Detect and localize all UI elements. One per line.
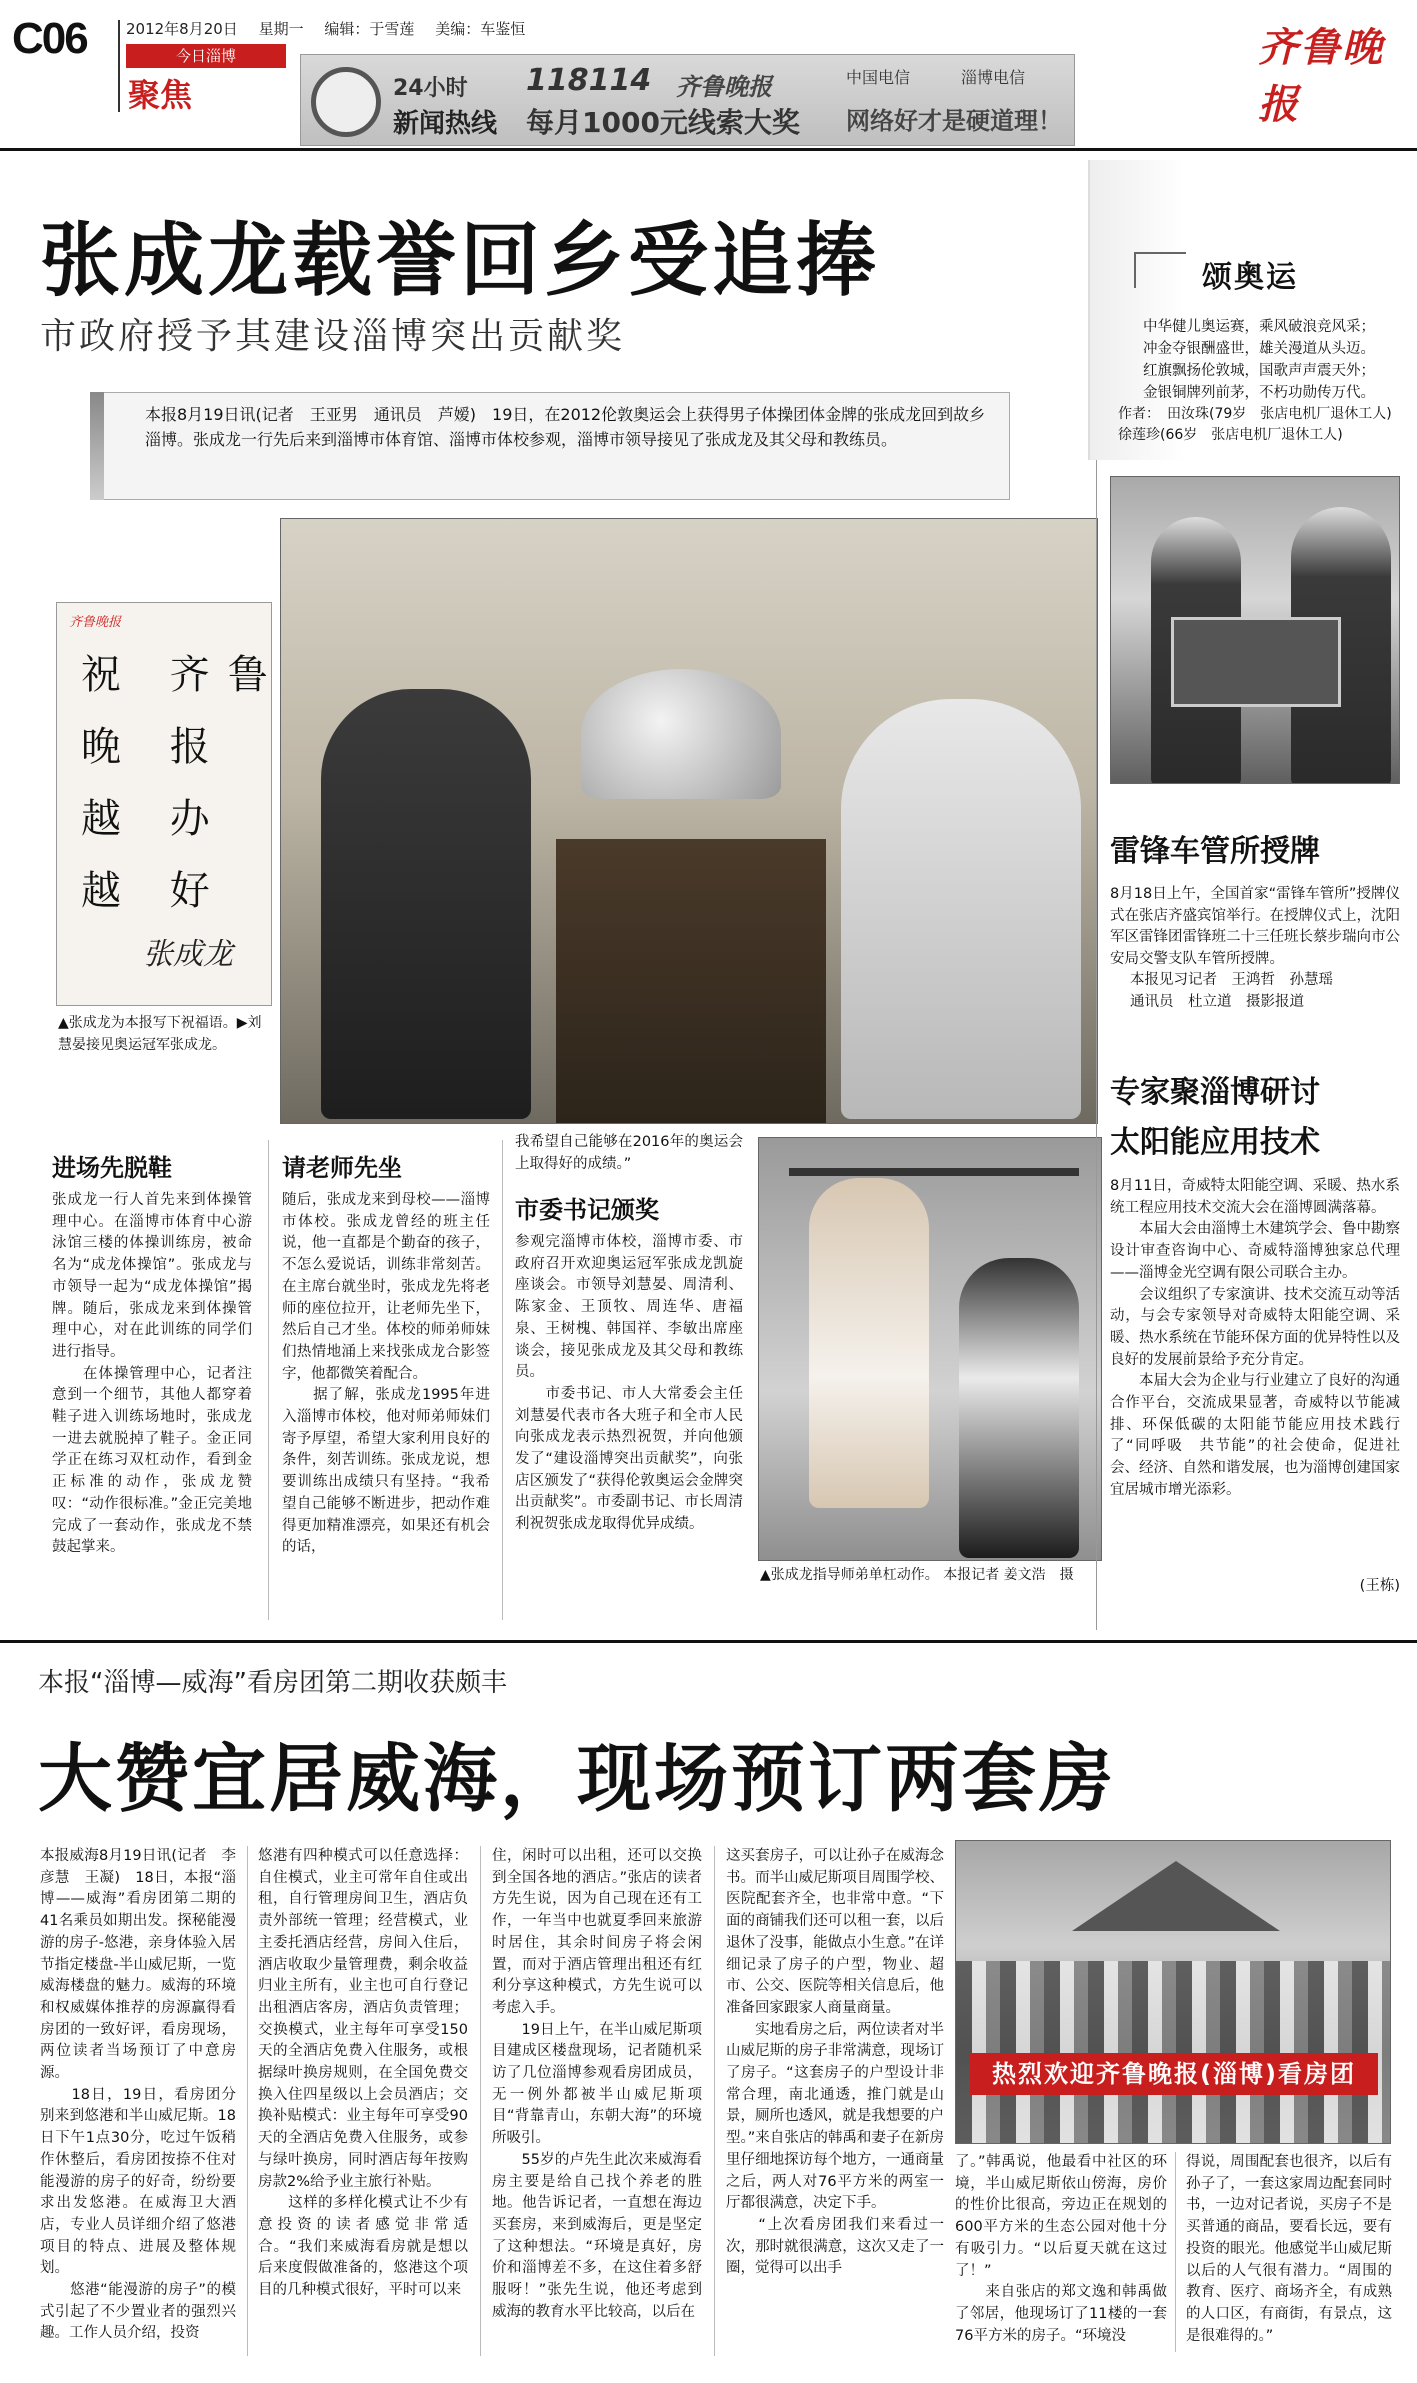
note-line: 晚 报 xyxy=(81,724,228,770)
masthead-rule xyxy=(0,148,1417,151)
rail-story-b-byline: (王栋) xyxy=(1359,1578,1400,1594)
photo-gymnast-boy xyxy=(809,1178,929,1508)
col3-body: 参观完淄博市体校，淄博市委、市政府召开欢迎奥运冠军张成龙凯旋座谈会。市领导刘慧晏、周清利、陈家金、王顶牧、周连华、唐福泉、王树槐、韩国祥、李敏出席座谈会，接见张成龙及其父母和教练员。 市委书记、市人大常委会主任刘慧晏代表市各大班子和全市人民向张成龙表示热烈祝贺，并向他颁发了“建设淄博突出贡献奖”，向张店区颁发了“获得伦敦奥运会金牌突出贡献奖”。市委副书记、市长周清利祝贺张成龙取得优异成绩。 xyxy=(515,1234,743,1533)
masthead-divider xyxy=(118,20,120,112)
rail-story-a-title: 雷锋车管所授牌 xyxy=(1110,834,1320,869)
photo-figure-right xyxy=(841,699,1081,1119)
rail-story-a-body: 8月18日上午，全国首家“雷锋车管所”授牌仪式在张店齐盛宾馆举行。在授牌仪式上，沈阳军区雷锋团雷锋班二十三任班长蔡步瑞向市公安局交警支队车管所授牌。 xyxy=(1110,886,1400,968)
photo-caption-left: ▲张成龙为本报写下祝福语。▶刘慧晏接见奥运冠军张成龙。 xyxy=(58,1015,262,1053)
col2-body: 随后，张成龙来到母校——淄博市体校。张成龙曾经的班主任说，他一直都是个勤奋的孩子，不怎么爱说话，训练非常刻苦。在主席台就坐时，张成龙先将老师的座位拉开，让老师先坐下，然后自己才坐。体校的师弟师妹们热情地涌上来找张成龙合影签字，他都微笑着配合。 据了解，张成龙1995年进入淄博市体校，他对师弟师妹们寄予厚望，希望大家利用良好的条件，刻苦训练。张成龙说，想要训练出成绩只有坚持。“我希望自己能够不断进步，把动作难得更加精准漂亮，如果还有机会的话， xyxy=(282,1192,490,1556)
section-rule xyxy=(0,1640,1417,1643)
rail-story-b-body: 8月11日，奇威特太阳能空调、采暖、热水系统工程应用技术交流大会在淄博圆满落幕。 本届大会由淄博土木建筑学会、鲁中勘察设计审查咨询中心、奇威特淄博独家总代理——淄博金光空调有限公司联合主办。 会议组织了专家演讲、技术交流互动等活动，与会专家领导对奇威特太阳能空调、采暖、热水系统在节能环保方面的优异特性以及良好的发展前景给予充分肯定。 本届大会为企业与行业建立了良好的沟通合作平台，交流成果显著，奇威特以节能减排、环保低碳的太阳能节能应用技术践行了“同呼吸 共节能”的社会使命，促进社会、经济、自然和谐发展，也为淄博创建国家宜居城市增光添彩。 xyxy=(1110,1178,1400,1498)
photo-figure-left xyxy=(321,689,531,1119)
handwritten-note-photo xyxy=(56,602,286,1006)
newspaper-logo: 齐鲁晚报 xyxy=(1258,24,1384,128)
column-divider xyxy=(268,1140,269,1620)
gym-photo-caption: ▲张成龙指导师弟单杠动作。 本报记者 姜文浩 摄 xyxy=(760,1567,1074,1583)
banner-weibo: 淄博电信 xyxy=(961,68,1026,87)
note-header: 齐鲁晚报 xyxy=(69,615,122,630)
photo-high-bar xyxy=(789,1168,1079,1176)
lead-box-accent xyxy=(90,392,104,500)
story2-col4: 这买套房子，可以让孙子在威海念书。而半山威尼斯项目周围学校、医院配套齐全，也非常中意。“下面的商铺我们还可以租一套，以后退休了没事，能做点小生意。”在详细记录了房子的户型，物业、超市、公交、医院等相关信息后，他准备回家跟家人商量商量。 实地看房之后，两位读者对半山威尼斯的房子非常满意，现场订了房子。“这套房子的户型设计非常合理，南北通透，推门就是山景，厕所也透风，就是我想要的户型。”来自张店的韩禹和妻子在新房里仔细地探访每个地方，一通商量之后，两人对76平方米的两室一厅都很满意，决定下手。 “上次看房团我们来看过一次，那时就很满意，这次又走了一圈，觉得可以出手 xyxy=(726,1848,944,2277)
photo-welcome-banner: 热烈欢迎齐鲁晚报(淄博)看房团 xyxy=(970,2053,1378,2095)
section-name: 聚焦 xyxy=(128,76,193,114)
story2-col1: 本报威海8月19日讯(记者 李彦慧 王凝) 18日，本报“淄博——威海”看房团第二期的41名乘员如期出发。探秘能漫游的房子-悠港，亲身体验入居节指定楼盘-半山威尼斯，一览威海楼盘的魅力。威海的环境和权威媒体推荐的房源赢得看房团的一致好评，看房现场，两位读者当场预订了中意房源。 18日，19日，看房团分别来到悠港和半山威尼斯。18日下午1点30分，吃过午饭稍作休整后，看房团按捺不住对能漫游的房子的好奇，纷纷要求出发悠港。在威海卫大酒店，专业人员详细介绍了悠港项目的特点、进展及整体规划。 悠港“能漫游的房子”的模式引起了不少置业者的强烈兴趣。工作人员介绍，投资 xyxy=(40,1848,236,2342)
house-tour-group-photo xyxy=(955,1840,1391,2144)
page-number: C06 xyxy=(12,14,87,63)
banner-prize: 每月1000元线索大奖 xyxy=(526,106,800,139)
story2-col6: 得说，周围配套也很齐，以后有孙子了，一套这家周边配套同时书，一边对记者说，买房子不是买普通的商品，要看长远，要有投资的眼光。他感觉半山威尼斯以后的人气很有潜力。“周围的教育、医疗、商场齐全，有成熟的人口区，有商街，有景点，这是很难得的。” xyxy=(1186,2154,1392,2344)
hotline-ad-banner xyxy=(300,54,1075,146)
column-divider xyxy=(480,1846,481,2356)
column-divider xyxy=(502,1140,503,1620)
photo-pavilion-roof xyxy=(1046,1861,1306,1931)
banner-telecom: 中国电信 xyxy=(846,68,911,87)
story2-col2: 悠港有四种模式可以任意选择：自住模式，业主可常年自住或出租，自行管理房间卫生，酒店负责外部统一管理；经营模式，业主委托酒店经营，房间入住后，酒店收取少量管理费，剩余收益归业主所有，业主也可自行登记出租酒店客房，酒店负责管理；交换模式，业主每年可享受150天的全酒店免费入住服务，或根据绿叶换房规则，在全国免费交换入住四星级以上会员酒店；交换补贴模式：业主每年可享受90天的全酒店免费入住服务，或参与绿叶换房，同时酒店每年按购房款2%给予业主旅行补贴。 这样的多样化模式让不少有意投资的读者感觉非常适合。“我们来威海看房就是想以后来度假做准备的，悠港这个项目的几种模式很好，平时可以来 xyxy=(258,1848,468,2299)
banner-brand: 齐鲁晚报 xyxy=(676,73,772,101)
photo-cabinet xyxy=(556,839,826,1124)
issue-meta xyxy=(126,18,541,39)
story2-col3: 住，闲时可以出租，还可以交换到全国各地的酒店。”张店的读者方先生说，因为自己现在还有工作，一年当中也就夏季回来旅游时居住，其余时间房子将会闲置，而对于酒店管理出租还有红利分享这种模式，方先生说可以考虑入手。 19日上午，在半山威尼斯项目建成区楼盘现场，记者随机采访了几位淄博参观看房团成员，无一例外都被半山威尼斯项目“背靠青山，东朝大海”的环境所吸引。 55岁的卢先生此次来威海看房主要是给自己找个养老的胜地。他告诉记者，一直想在海边买套房，来到威海后，更是坚定了这种想法。“环境是真好，房价和淄博差不多，在这住着多舒服呀！”张先生说，他还考虑到威海的教育水平比较高，以后在 xyxy=(492,1848,702,2320)
column-divider xyxy=(1175,2152,1176,2352)
story1-lead: 本报8月19日讯(记者 王亚男 通讯员 芦嫒) 19日，在2012伦敦奥运会上获得男子体操团体金牌的张成龙回到故乡淄博。张成龙一行先后来到淄博市体育馆、淄博市体校参观，淄博市领导接见了张成龙及其父母和教练员。 xyxy=(145,405,986,449)
note-signature: 张成龙 xyxy=(143,937,233,972)
poem-author: 作者： 田汝珠(79岁 张店电机厂退休工人) 徐莲珍(66岁 张店电机厂退休工人) xyxy=(1118,406,1406,443)
col3-subhead: 市委书记颁奖 xyxy=(515,1196,659,1224)
story1-subhead: 市政府授予其建设淄博突出贡献奖 xyxy=(40,316,626,357)
issue-date: 2012年8月20日 xyxy=(126,20,238,38)
col1-body: 张成龙一行人首先来到体操管理中心。在淄博市体育中心游泳馆三楼的体操训练房，被命名为“成龙体操馆”。张成龙与市领导一起为“成龙体操馆”揭牌。随后，张成龙来到体操管理中心，对在此训练的同学们进行指导。 在体操管理中心，记者注意到一个细节，其他人都穿着鞋子进入训练场地时，张成龙一进去就脱掉了鞋子。金正同学正在练习双杠动作，看到金正标准的动作，张成龙赞叹：“动作很标准。”金正完美地完成了一套动作，张成龙不禁鼓起掌来。 xyxy=(52,1192,252,1556)
clock-icon xyxy=(311,67,381,137)
award-photo xyxy=(1110,476,1400,784)
banner-hotline-a: 24小时 xyxy=(393,76,468,101)
col3-continuation: 我希望自己能够在2016年的奥运会上取得好的成绩。” xyxy=(515,1134,743,1172)
issue-weekday: 星期一 xyxy=(258,20,304,38)
poem-title: 颂奥运 xyxy=(1202,260,1298,295)
designer-credit: 美编：车鉴恒 xyxy=(435,20,526,38)
photo-plaque xyxy=(1171,617,1341,707)
poem-corner-ornament xyxy=(1134,252,1186,288)
photo-flower-vase xyxy=(581,669,781,799)
note-line: 祝 齐鲁 xyxy=(81,652,286,698)
banner-hotline-b: 新闻热线 xyxy=(393,109,498,139)
column-divider xyxy=(247,1846,248,2356)
col2-subhead: 请老师先坐 xyxy=(282,1154,402,1182)
rail-story-b-title: 专家聚淄博研讨 太阳能应用技术 xyxy=(1110,1075,1320,1160)
note-line: 越 办 xyxy=(81,796,228,842)
note-line: 越 好 xyxy=(81,868,228,914)
story1-headline: 张成龙载誉回乡受追捧 xyxy=(40,214,880,307)
story2-col5: 了。”韩禹说，他最看中社区的环境，半山威尼斯依山傍海，房价的性价比很高，旁边正在规划的600平方米的生态公园对他十分有吸引力。“以后夏天就在这过了！” 来自张店的郑文逸和韩禹做了邻居，他现场订了11楼的一套76平方米的房子。“环境没 xyxy=(955,2154,1167,2344)
poem-text: 中华健儿奥运赛，乘风破浪竞风采； 冲金夺银酬盛世，雄关漫道从头迈。 红旗飘扬伦敦城，国歌声声震天外； 金银铜牌列前茅，不朽功勋传万代。 xyxy=(1143,319,1375,401)
editor-credit: 编辑：于雪莲 xyxy=(324,20,415,38)
col1-subhead: 进场先脱鞋 xyxy=(52,1154,172,1182)
section-tag: 今日淄博 xyxy=(126,44,286,68)
banner-slogan: 网络好才是硬道理！ xyxy=(846,107,1062,135)
story2-headline: 大赞宜居威海，现场预订两套房 xyxy=(38,1736,1116,1822)
column-divider xyxy=(714,1846,715,2356)
banner-number: 118114 xyxy=(526,63,652,98)
gym-photo xyxy=(758,1137,1102,1561)
photo-coach xyxy=(959,1258,1079,1558)
rail-story-a-byline: 本报见习记者 王鸿哲 孙慧瑶 通讯员 杜立道 摄影报道 xyxy=(1130,972,1333,1010)
story2-kicker: 本报“淄博—威海”看房团第二期收获颇丰 xyxy=(38,1668,507,1698)
main-photo-meeting xyxy=(280,518,1098,1124)
